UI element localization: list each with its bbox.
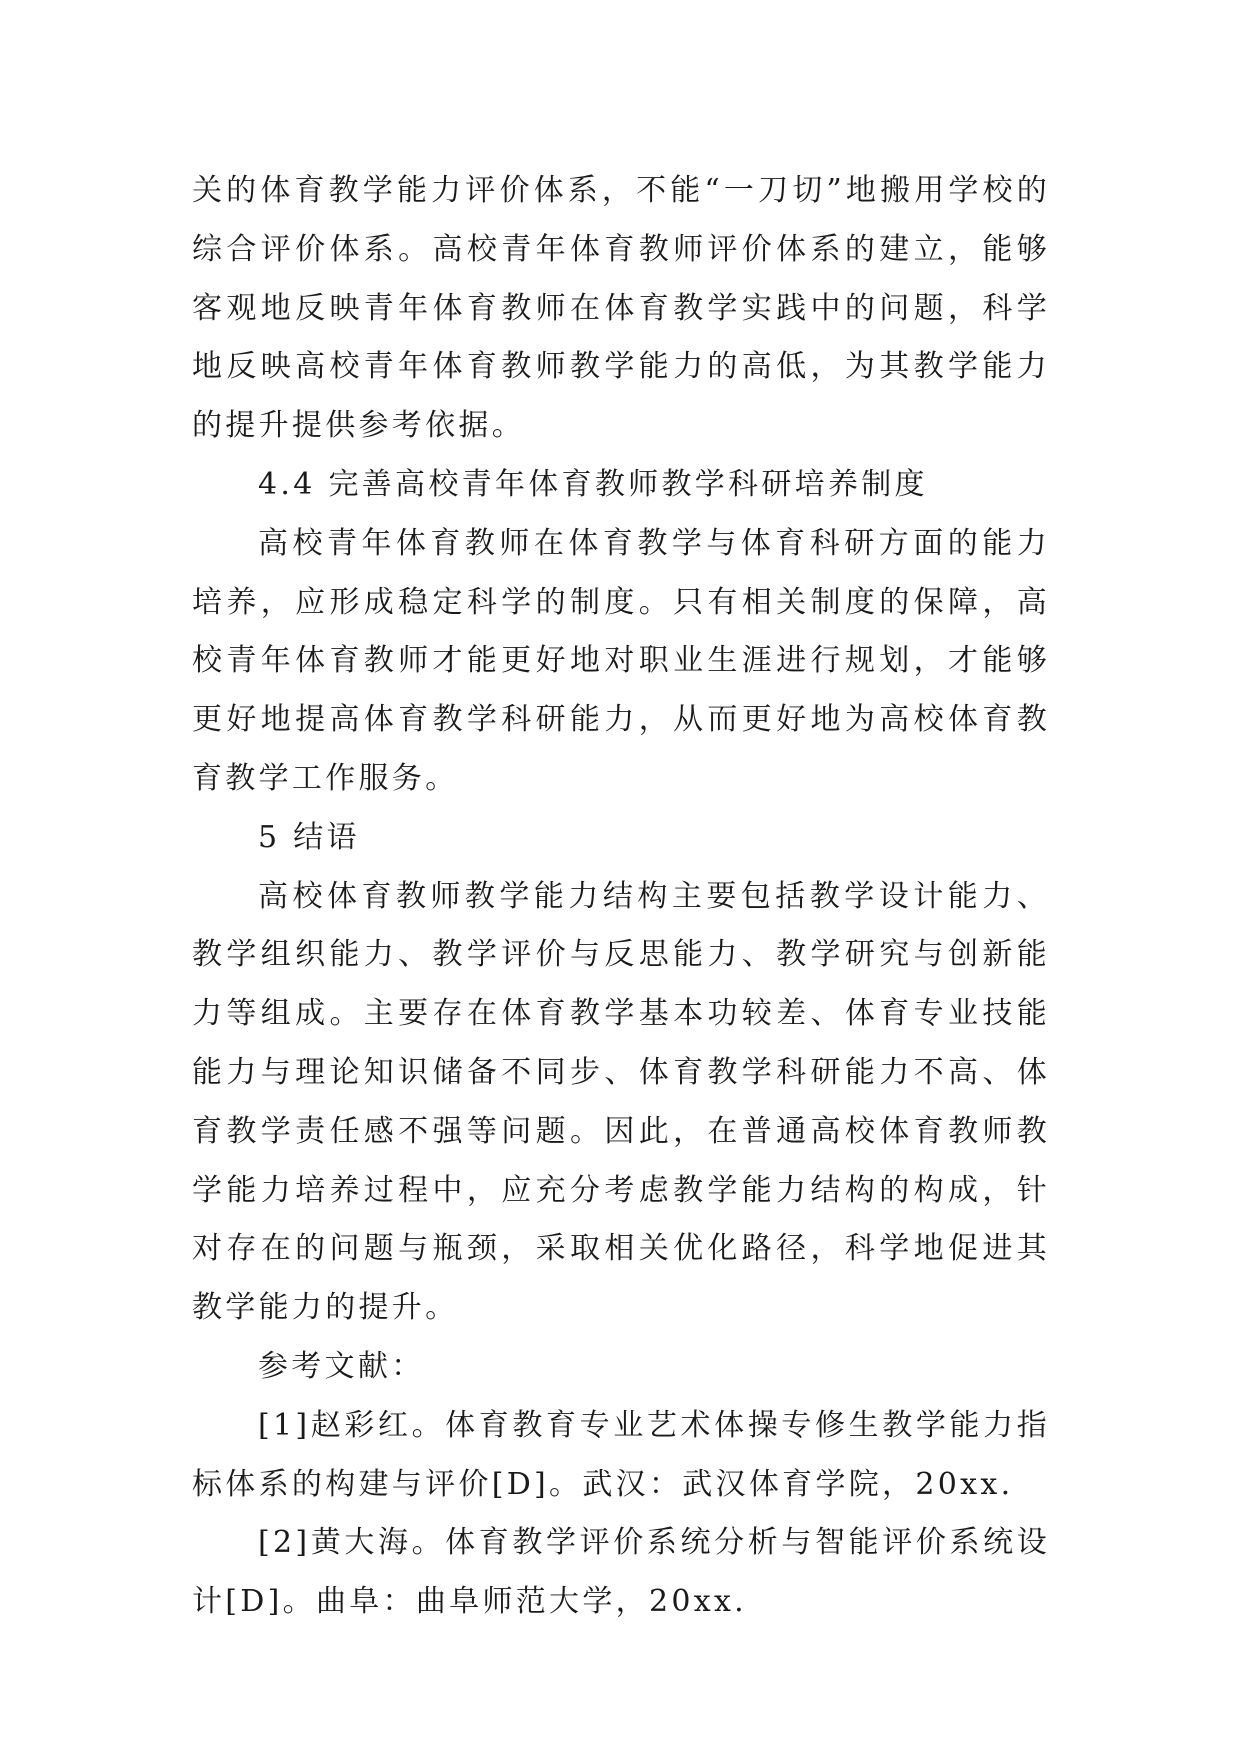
section-heading-5: 5 结语 xyxy=(258,819,360,855)
document-body xyxy=(192,162,1050,1632)
paragraph-conclusion: 高校体育教师教学能力结构主要包括教学设计能力、教学组织能力、教学评价与反思能力、教学研究与创新能力等组成。主要存在体育教学基本功较差、体育专业技能能力与理论知识储备不同步、体育教学科研能力不高、体育教学责任感不强等问题。因此，在普通高校体育教师教学能力培养过程中，应充分考虑教学能力结构的构成，针对存在的问题与瓶颈，采取相关优化路径，科学地促进其教学能力的提升。 xyxy=(192,878,1050,1326)
references-heading: 参考文献： xyxy=(258,1348,425,1384)
reference-item: [1]赵彩红。体育教育专业艺术体操专修生教学能力指标体系的构建与评价[D]。武汉：武汉体育学院，20xx. xyxy=(192,1407,1050,1502)
reference-item: [2]黄大海。体育教学评价系统分析与智能评价系统设计[D]。曲阜：曲阜师范大学，20xx. xyxy=(192,1525,1050,1620)
section-heading-4-4: 4.4 完善高校青年体育教师教学科研培养制度 xyxy=(258,466,928,502)
paragraph-body: 高校青年体育教师在体育教学与体育科研方面的能力培养，应形成稳定科学的制度。只有相关制度的保障，高校青年体育教师才能更好地对职业生涯进行规划，才能够更好地提高体育教学科研能力，从而更好地为高校体育教育教学工作服务。 xyxy=(192,525,1050,796)
paragraph-continued: 关的体育教学能力评价体系，不能“一刀切”地搬用学校的综合评价体系。高校青年体育教师评价体系的建立，能够客观地反映青年体育教师在体育教学实践中的问题，科学地反映高校青年体育教师教学能力的高低，为其教学能力的提升提供参考依据。 xyxy=(192,173,1050,444)
